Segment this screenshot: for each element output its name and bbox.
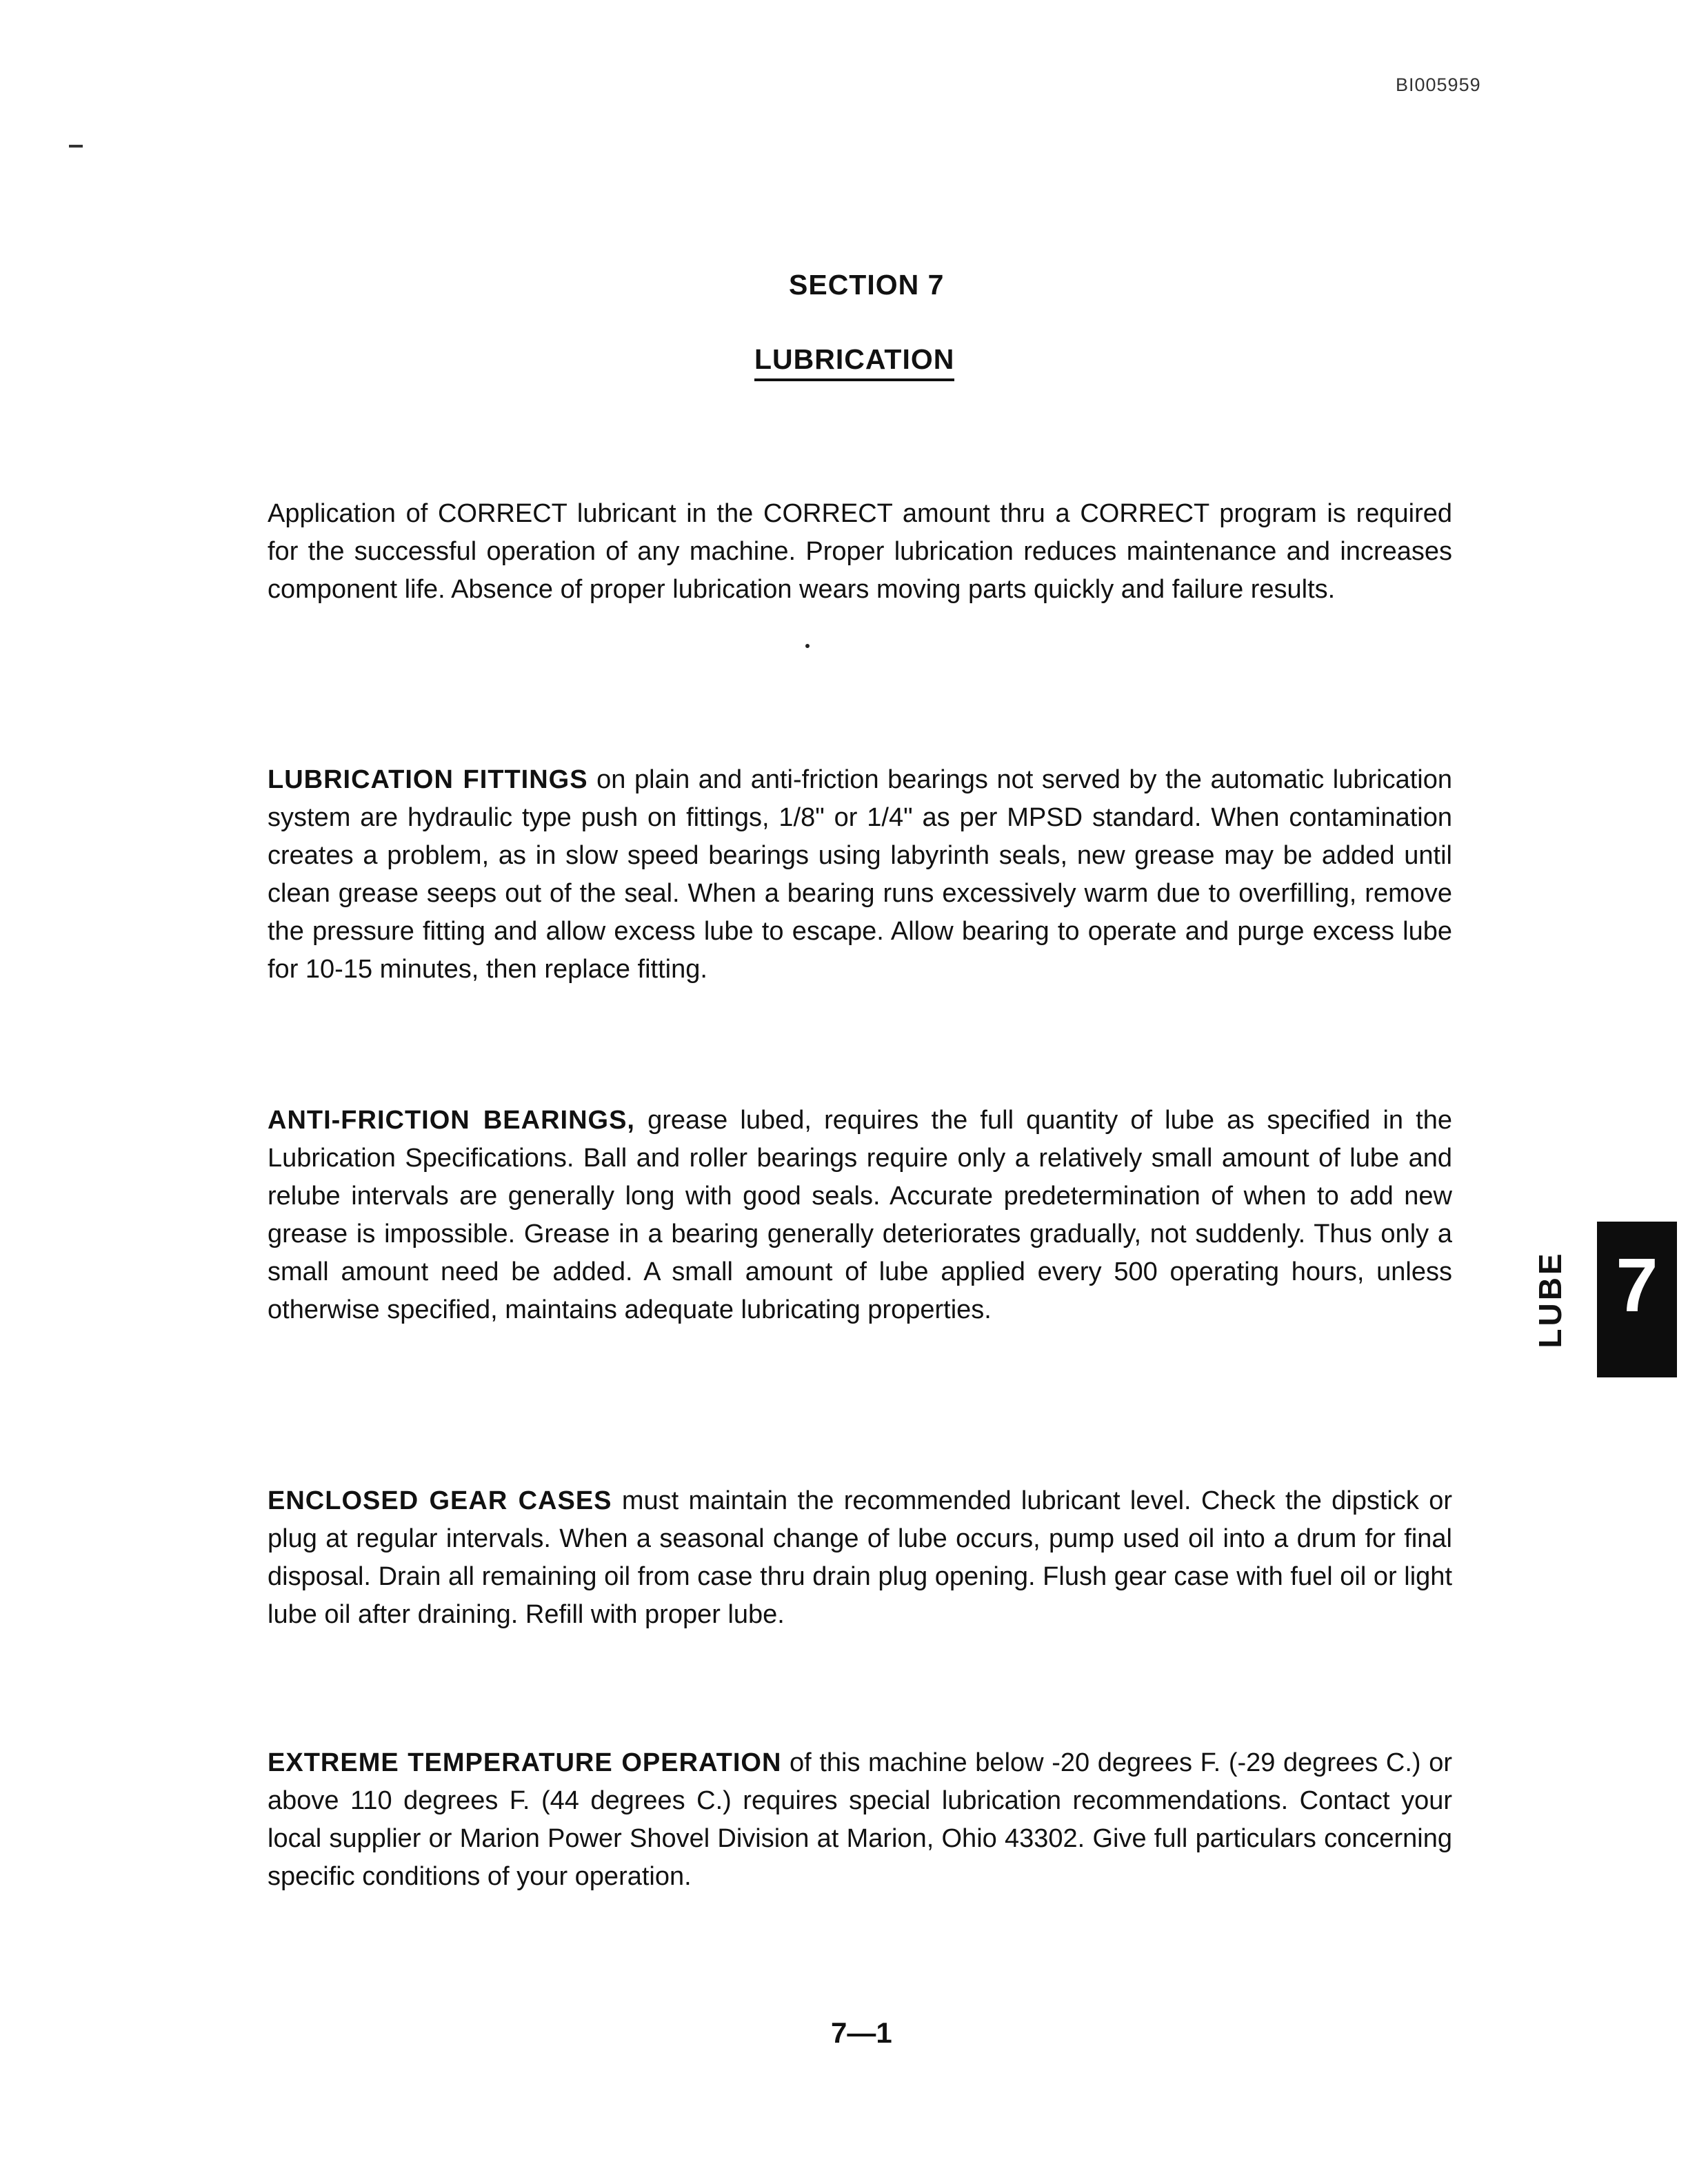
paragraph-enclosed-gear-cases [268, 1482, 1452, 1634]
paragraph-lead: LUBRICATION FITTINGS [268, 765, 588, 794]
paragraph-anti-friction-bearings [268, 1102, 1452, 1329]
paragraph-lead: EXTREME TEMPERATURE OPERATION [268, 1748, 782, 1777]
paragraph-text: must maintain the recommended lubricant level. Check the dipstick or plug at regular intervals. When a seasonal change of lube occurs, pump used oil into a drum for final disposal. Drain all remaining oil from case thru drain plug opening. Flush gear case with fuel oil or light lube oil after draining. Refill with proper lube. [268, 1486, 1452, 1629]
paragraph-lubrication-fittings [268, 761, 1452, 989]
page-number: 7—1 [831, 2016, 892, 2049]
paragraph-text: grease lubed, requires the full quantity of lube as specified in the Lubrication Specifications. Ball and roller bearings require only a relatively small amount of lube and relube intervals are generally long with good seals. Accurate predetermination of when to add new grease is impossible. Grease in a bearing generally deteriorates gradually, not suddenly. Thus only a small amount need be added. A small amount of lube applied every 500 operating hours, unless otherwise specified, maintains adequate lubricating properties. [268, 1106, 1452, 1324]
paragraph-lead: ANTI-FRICTION BEARINGS, [268, 1106, 635, 1135]
section-tab-number: 7 [1616, 1243, 1658, 1328]
section-number: SECTION 7 [789, 269, 945, 301]
paragraph-extreme-temperature [268, 1744, 1452, 1896]
document-id: BI005959 [1396, 74, 1481, 95]
section-tab-label: LUBE [1532, 1251, 1568, 1348]
paragraph-intro [268, 495, 1452, 609]
paragraph-text: of this machine below -20 degrees F. (-29 degrees C.) or above 110 degrees F. (44 degrees C.) requires special lubrication recommendations. Contact your local supplier or Marion Power Shovel Division at Marion, Ohio 43302. Give full particulars concerning specific conditions of your operation. [268, 1748, 1452, 1891]
section-title: LUBRICATION [754, 343, 954, 381]
scan-speck [805, 644, 810, 648]
margin-mark [69, 145, 83, 148]
paragraph-text: on plain and anti-friction bearings not served by the automatic lubrication system are hydraulic type push on fittings, 1/8" or 1/4" as per MPSD standard. When contamination creates a problem, as in slow speed bearings using labyrinth seals, new grease may be added until clean grease seeps out of the seal. When a bearing runs excessively warm due to overfilling, remove the pressure fitting and allow excess lube to escape. Allow bearing to operate and purge excess lube for 10-15 minutes, then replace fitting. [268, 765, 1452, 984]
paragraph-lead: ENCLOSED GEAR CASES [268, 1486, 612, 1515]
section-tab [1597, 1222, 1677, 1377]
paragraph-text: Application of CORRECT lubricant in the CORRECT amount thru a CORRECT program is required for the successful operation of any machine. Proper lubrication reduces maintenance and increases component life. Absence of proper lubrication wears moving parts quickly and failure results. [268, 499, 1452, 604]
